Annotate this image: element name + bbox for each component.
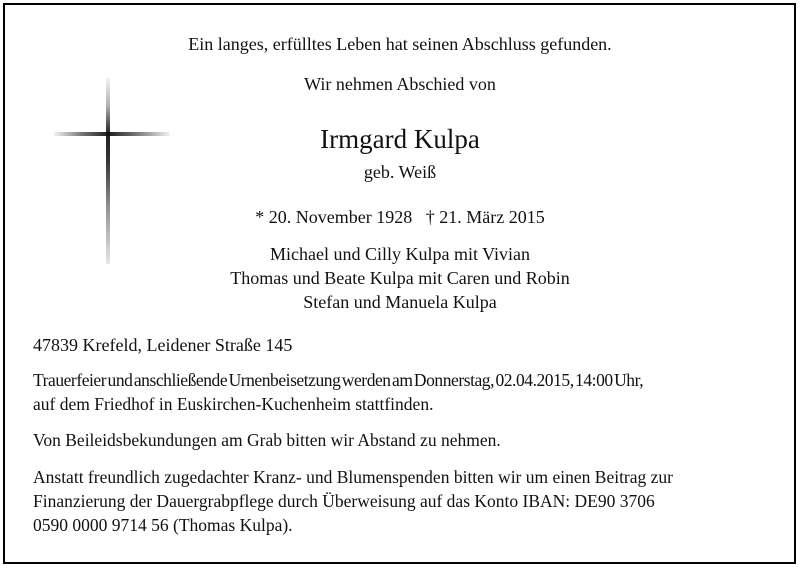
- donation-line: Anstatt freundlich zugedachter Kranz- und Blumenspenden bitten wir um einen Beitrag zur: [33, 467, 673, 487]
- address-text: 47839 Krefeld, Leidener Straße 145: [33, 335, 293, 355]
- funeral-line: auf dem Friedhof in Euskirchen-Kuchenheim stattfinden.: [33, 394, 434, 414]
- life-dates: * 20. November 1928 † 21. März 2015: [255, 207, 545, 227]
- donation-line: 0590 0000 9714 56 (Thomas Kulpa).: [33, 515, 293, 535]
- funeral-line: Trauerfeier und anschließende Urnenbeisetzung werden am Donnerstag, 02.04.2015, 14:00 Uhr,: [33, 370, 644, 390]
- intro-text: Ein langes, erfülltes Leben hat seinen Abschluss gefunden.: [188, 34, 612, 54]
- mourner-line: Michael und Cilly Kulpa mit Vivian: [269, 244, 531, 264]
- deceased-name: Irmgard Kulpa: [320, 124, 480, 154]
- mourner-line: Stefan und Manuela Kulpa: [303, 292, 497, 312]
- farewell-text: Wir nehmen Abschied von: [304, 74, 496, 94]
- donation-line: Finanzierung der Dauergrabpflege durch Überweisung auf das Konto IBAN: DE90 3706: [33, 491, 655, 511]
- mourner-line: Thomas und Beate Kulpa mit Caren und Robin: [230, 268, 570, 288]
- condolences-text: Von Beileidsbekundungen am Grab bitten wir Abstand zu nehmen.: [33, 430, 501, 450]
- maiden-name: geb. Weiß: [363, 162, 437, 182]
